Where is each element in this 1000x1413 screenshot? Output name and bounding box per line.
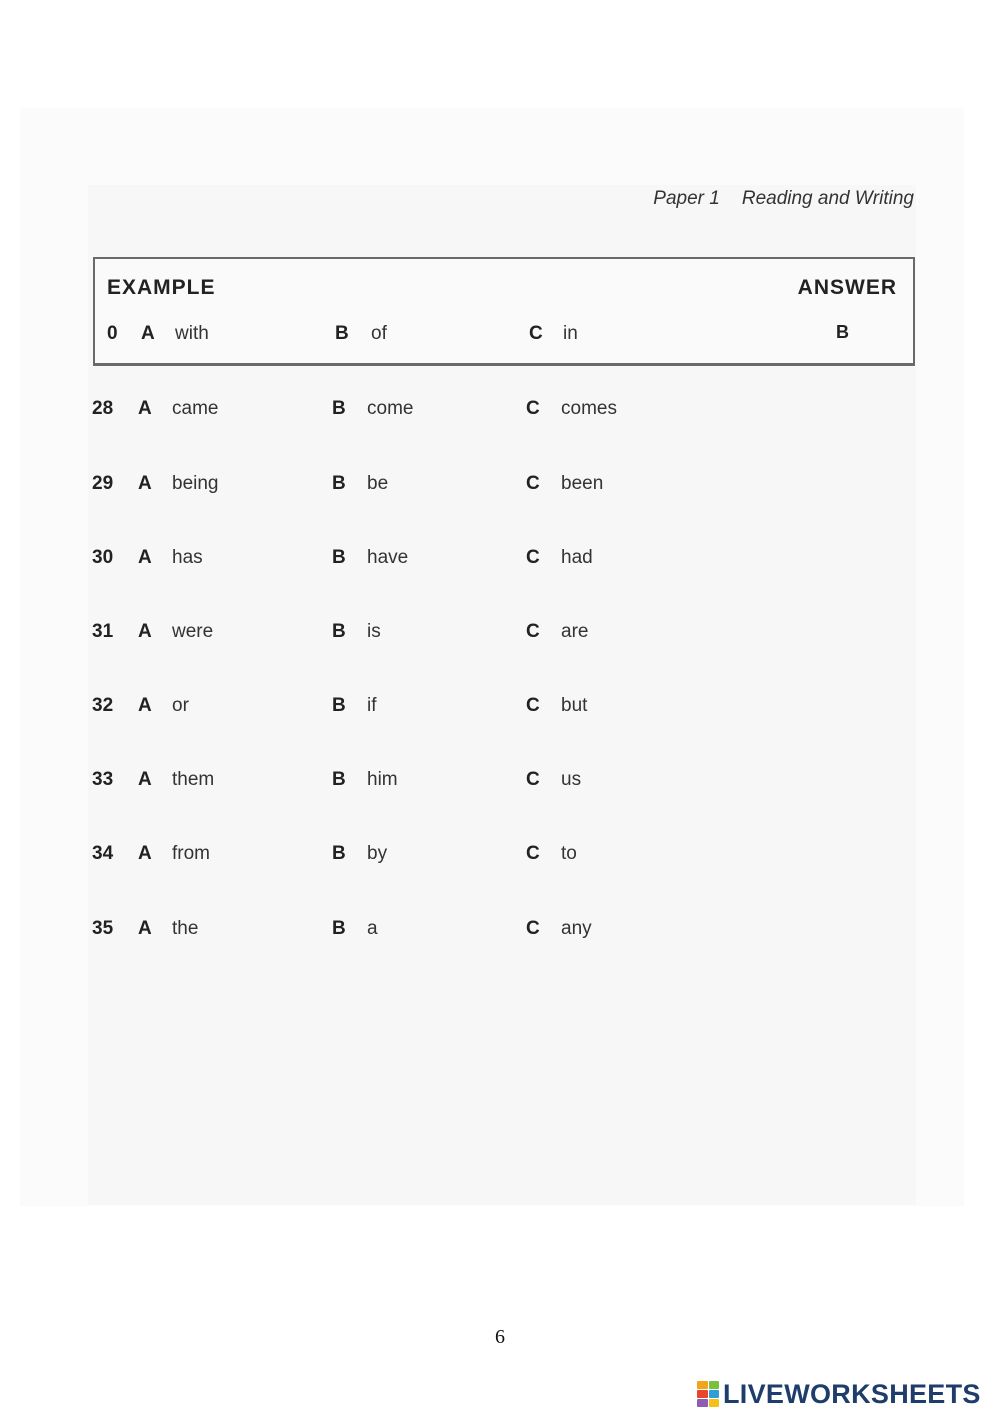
option-letter: A	[138, 398, 152, 419]
page-header	[653, 188, 914, 210]
option-letter: B	[335, 323, 349, 344]
logo-cell	[709, 1399, 720, 1407]
question-number: 32	[92, 695, 114, 716]
option-word[interactable]: are	[561, 621, 589, 642]
option-word[interactable]: if	[367, 695, 377, 716]
question-number: 30	[92, 547, 114, 568]
option-letter: C	[529, 323, 543, 344]
question-row	[92, 473, 792, 499]
question-row	[92, 918, 792, 944]
option-word[interactable]: but	[561, 695, 588, 716]
paper-label: Paper 1	[653, 188, 720, 209]
question-row	[92, 695, 792, 721]
example-box	[93, 257, 915, 366]
option-word[interactable]: is	[367, 621, 381, 642]
question-row	[92, 769, 792, 795]
option-letter: B	[332, 769, 346, 790]
option-letter: C	[526, 769, 540, 790]
question-number: 33	[92, 769, 114, 790]
example-number: 0	[107, 323, 118, 344]
option-word[interactable]: were	[172, 621, 214, 642]
section-label: Reading and Writing	[741, 188, 914, 209]
example-answer: B	[836, 322, 849, 342]
question-row	[92, 843, 792, 869]
logo-cell	[709, 1381, 720, 1389]
option-letter: C	[526, 473, 540, 494]
option-letter: B	[332, 621, 346, 642]
option-letter: A	[138, 547, 152, 568]
option-letter: C	[526, 547, 540, 568]
option-word[interactable]: came	[172, 398, 219, 419]
option-word[interactable]: be	[367, 473, 389, 494]
liveworksheets-wordmark: LIVEWORKSHEETS	[723, 1378, 981, 1409]
option-word[interactable]: or	[172, 695, 189, 716]
option-word[interactable]: come	[367, 398, 414, 419]
logo-cell	[709, 1390, 720, 1398]
logo-cell	[697, 1390, 708, 1398]
answer-label: ANSWER	[797, 276, 897, 299]
question-row	[92, 547, 792, 573]
option-letter: A	[138, 918, 152, 939]
question-number: 28	[92, 398, 114, 419]
option-letter: C	[526, 621, 540, 642]
page-number: 6	[495, 1326, 505, 1348]
question-number: 34	[92, 843, 114, 864]
liveworksheets-logo-icon	[697, 1381, 719, 1407]
example-row	[107, 323, 887, 349]
option-letter: B	[332, 843, 346, 864]
option-word: with	[175, 323, 209, 344]
option-letter: C	[526, 918, 540, 939]
option-word[interactable]: the	[172, 918, 199, 939]
question-number: 35	[92, 918, 114, 939]
option-word[interactable]: has	[172, 547, 203, 568]
option-letter: A	[138, 843, 152, 864]
option-word[interactable]: had	[561, 547, 593, 568]
option-word[interactable]: have	[367, 547, 409, 568]
example-label: EXAMPLE	[107, 276, 216, 299]
option-word[interactable]: comes	[561, 398, 617, 419]
option-word[interactable]: a	[367, 918, 378, 939]
option-letter: B	[332, 695, 346, 716]
option-word[interactable]: us	[561, 769, 582, 790]
liveworksheets-branding[interactable]	[697, 1377, 981, 1411]
option-letter: B	[332, 473, 346, 494]
option-letter: A	[138, 473, 152, 494]
option-letter: A	[138, 695, 152, 716]
option-letter: B	[332, 398, 346, 419]
option-word[interactable]: been	[561, 473, 604, 494]
option-word[interactable]: from	[172, 843, 210, 864]
option-letter: C	[526, 843, 540, 864]
option-letter: B	[332, 547, 346, 568]
question-number: 31	[92, 621, 114, 642]
option-word[interactable]: them	[172, 769, 215, 790]
option-letter: A	[138, 621, 152, 642]
option-word[interactable]: him	[367, 769, 398, 790]
logo-cell	[697, 1381, 708, 1389]
logo-cell	[697, 1399, 708, 1407]
option-word[interactable]: any	[561, 918, 592, 939]
option-word[interactable]: being	[172, 473, 219, 494]
option-letter: A	[138, 769, 152, 790]
question-row	[92, 621, 792, 647]
option-letter: A	[141, 323, 155, 344]
question-row	[92, 398, 792, 424]
option-word: in	[563, 323, 578, 344]
option-word: of	[371, 323, 387, 344]
question-number: 29	[92, 473, 114, 494]
option-letter: B	[332, 918, 346, 939]
option-letter: C	[526, 695, 540, 716]
option-word[interactable]: by	[367, 843, 388, 864]
option-word[interactable]: to	[561, 843, 577, 864]
option-letter: C	[526, 398, 540, 419]
